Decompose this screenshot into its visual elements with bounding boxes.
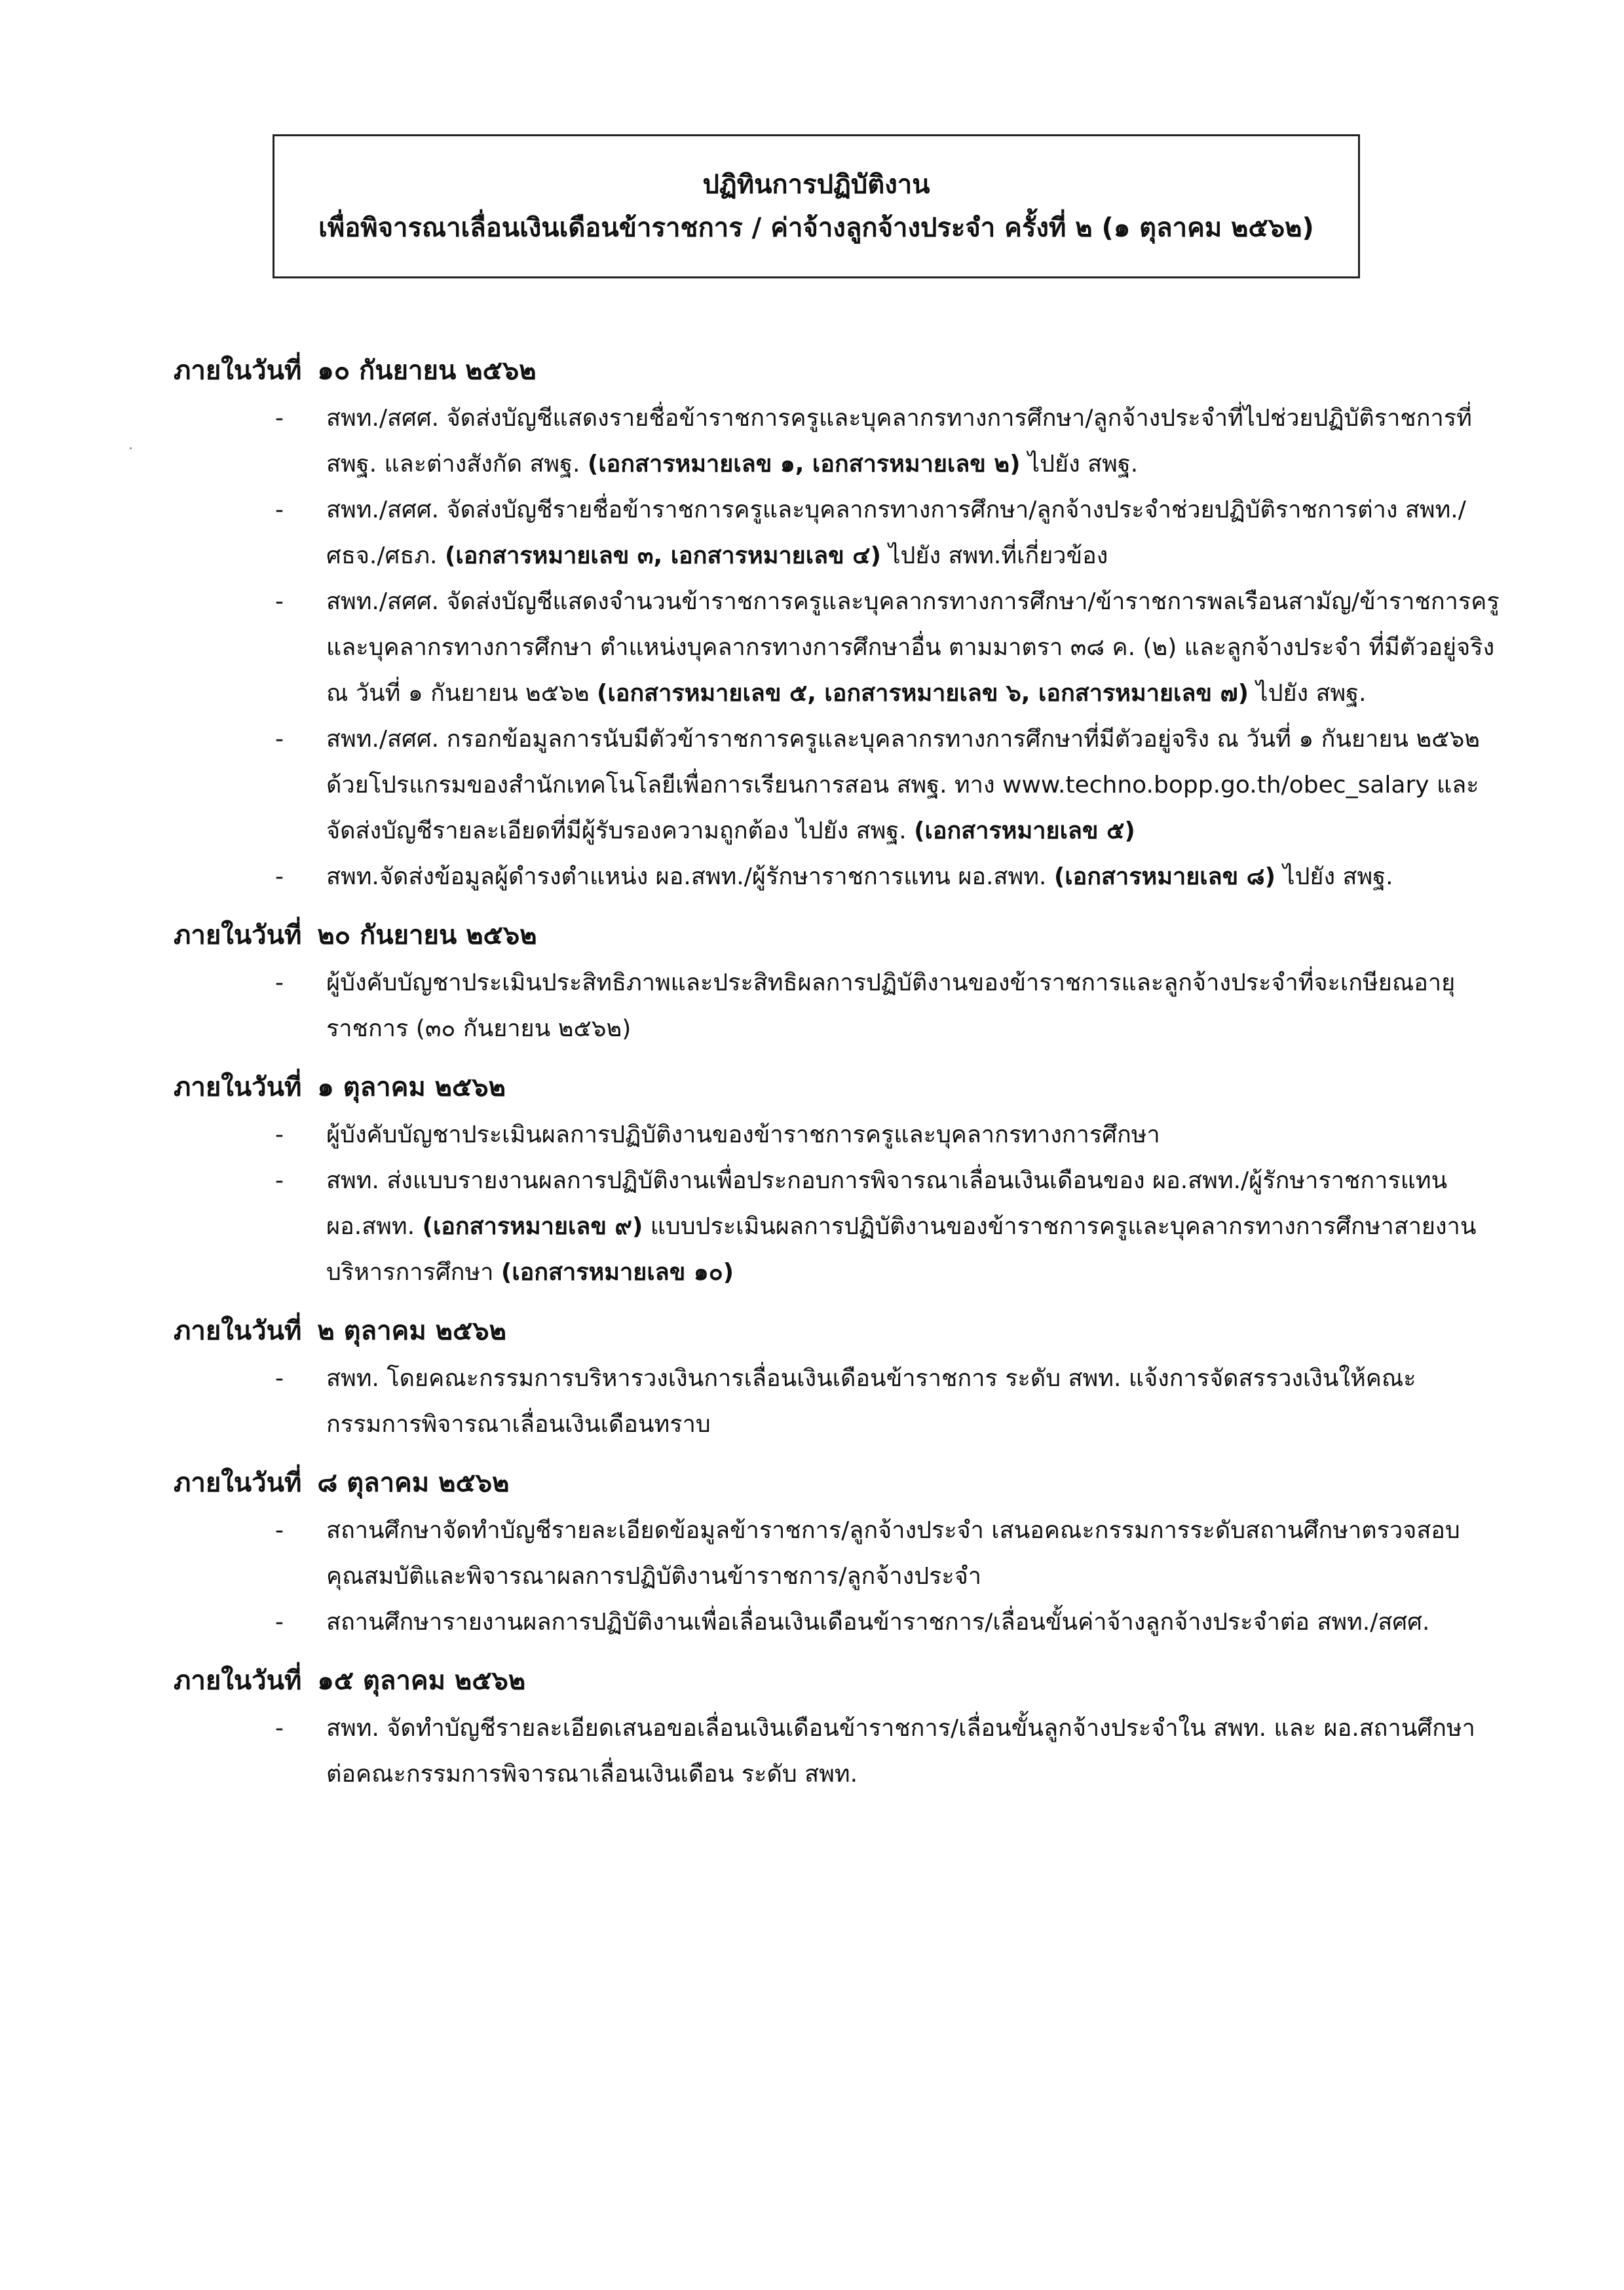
task-text: สพท. โดยคณะกรรมการบริหารวงเงินการเลื่อนเงินเดือนข้าราชการ ระดับ สพท. แจ้งการจัดสรรวงเงินให้คณะกรรมการพิจารณาเลื่อนเงินเดือนทราบ [326,1365,1416,1438]
document-reference: (เอกสารหมายเลข ๕) [914,817,1135,844]
task-text: สพท./สศศ. จัดส่งบัญชีแสดงรายชื่อข้าราชการครูและบุคลากรทางการศึกษา/ลูกจ้างประจำที่ไปช่วยปฏิบัติราชการที่ สพฐ. และต่างสังกัด สพฐ. [326,405,1472,478]
deadline-date: ๑ ตุลาคม ๒๕๖๒ [317,1072,506,1102]
task-list [174,1356,1503,1448]
task-list [174,1706,1503,1797]
section-heading [174,1656,1503,1706]
deadline-label: ภายในวันที่ [174,1316,302,1346]
bullet-dash: - [275,1609,284,1636]
document-reference: (เอกสารหมายเลข ๑๐) [500,1259,734,1286]
deadline-date: ๒๐ กันยายน ๒๕๖๒ [317,920,537,950]
bullet-dash: - [275,1121,284,1148]
task-text: ผู้บังคับบัญชาประเมินผลการปฏิบัติงานของข้าราชการครูและบุคลากรทางการศึกษา [326,1121,1160,1148]
document-reference: (เอกสารหมายเลข ๙) [422,1213,643,1240]
task-text: สพท./สศศ. จัดส่งบัญชีแสดงจำนวนข้าราชการครูและบุคลากรทางการศึกษา/ข้าราชการพลเรือนสามัญ/ข้าราชการครูและบุคลากรทางการศึกษา ตำแหน่งบุคลากรทางการศึกษาอื่น ตามมาตรา ๓๘ ค. (๒) และลูกจ้างประจำ ที่มีตัวอยู่จริง ณ วันที่ ๑ กันยายน ๒๕๖๒ [326,588,1500,707]
document-reference: (เอกสารหมายเลข ๕, เอกสารหมายเลข ๖, เอกสารหมายเลข ๗) [597,680,1249,707]
bullet-dash: - [275,1715,284,1742]
section-heading [174,910,1503,960]
task-item [174,396,1503,487]
bullet-dash: - [275,497,284,523]
section-heading [174,1062,1503,1112]
bullet-dash: - [275,405,284,432]
task-item [174,1600,1503,1645]
task-text: สพท. ส่งแบบรายงานผลการปฏิบัติงานเพื่อประกอบการพิจารณาเลื่อนเงินเดือนของ ผอ.สพท./ผู้รักษาราชการแทน ผอ.สพท. [326,1167,1448,1240]
task-item [174,1706,1503,1797]
bullet-dash: - [275,1167,284,1194]
bullet-dash: - [275,1517,284,1544]
bullet-dash: - [275,588,284,615]
schedule-section [174,1306,1503,1448]
task-item [174,1508,1503,1600]
section-heading [174,1458,1503,1508]
document-reference: (เอกสารหมายเลข ๓, เอกสารหมายเลข ๔) [444,542,881,569]
task-text: ผู้บังคับบัญชาประเมินประสิทธิภาพและประสิทธิผลการปฏิบัติงานของข้าราชการและลูกจ้างประจำที่จะเกษียณอายุราชการ (๓๐ กันยายน ๒๕๖๒) [326,969,1456,1042]
task-item [174,960,1503,1052]
deadline-date: ๘ ตุลาคม ๒๕๖๒ [317,1468,510,1498]
schedule-content [174,346,1503,1808]
schedule-section [174,1062,1503,1296]
deadline-label: ภายในวันที่ [174,356,302,386]
task-text: สพท./สศศ. จัดส่งบัญชีรายชื่อข้าราชการครูและบุคลากรทางการศึกษา/ลูกจ้างประจำช่วยปฏิบัติราชการต่าง สพท./ศธจ./ศธภ. [326,497,1466,569]
task-item [174,854,1503,900]
deadline-label: ภายในวันที่ [174,1468,302,1498]
task-text: สถานศึกษาจัดทำบัญชีรายละเอียดข้อมูลข้าราชการ/ลูกจ้างประจำ เสนอคณะกรรมการระดับสถานศึกษาตรวจสอบคุณสมบัติและพิจารณาผลการปฏิบัติงานข้าราชการ/ลูกจ้างประจำ [326,1517,1460,1590]
schedule-section [174,910,1503,1052]
task-item [174,717,1503,854]
bullet-dash: - [275,726,284,753]
task-list [174,960,1503,1052]
document-subtitle: เพื่อพิจารณาเลื่อนเงินเดือนข้าราชการ / ค่าจ้างลูกจ้างประจำ ครั้งที่ ๒ (๑ ตุลาคม ๒๕๖๒) [318,213,1314,243]
task-text: สถานศึกษารายงานผลการปฏิบัติงานเพื่อเลื่อนเงินเดือนข้าราชการ/เลื่อนขั้นค่าจ้างลูกจ้างประจำต่อ สพท./สศศ. [326,1609,1430,1636]
schedule-section [174,346,1503,900]
task-text: ไปยัง สพฐ. [1020,451,1139,478]
task-item [174,1356,1503,1448]
task-item [174,1158,1503,1296]
document-title: ปฏิทินการปฏิบัติงาน [702,170,930,200]
task-text: สพท./สศศ. กรอกข้อมูลการนับมีตัวข้าราชการครูและบุคลากรทางการศึกษาที่มีตัวอยู่จริง ณ วันที่ ๑ กันยายน ๒๕๖๒ ด้วยโปรแกรมของสำนักเทคโนโลยีเพื่อการเรียนการสอน สพฐ. ทาง www.techno.bopp.go.th/obec_salary และจัดส่งบัญชีรายละเอียดที่มีผู้รับรองความถูกต้อง ไปยัง สพฐ. [326,726,1481,844]
deadline-date: ๑๕ ตุลาคม ๒๕๖๒ [317,1666,526,1696]
deadline-label: ภายในวันที่ [174,1072,302,1102]
task-text: สพท. จัดทำบัญชีรายละเอียดเสนอขอเลื่อนเงินเดือนข้าราชการ/เลื่อนขั้นลูกจ้างประจำใน สพท. และ ผอ.สถานศึกษา ต่อคณะกรรมการพิจารณาเลื่อนเงินเดือน ระดับ สพท. [326,1715,1475,1788]
task-list [174,1508,1503,1645]
deadline-label: ภายในวันที่ [174,920,302,950]
bullet-dash: - [275,969,284,996]
task-text: ไปยัง สพท.ที่เกี่ยวข้อง [880,542,1108,569]
task-text: สพท.จัดส่งข้อมูลผู้ดำรงตำแหน่ง ผอ.สพท./ผู้รักษาราชการแทน ผอ.สพท. [326,863,1054,890]
title-box [273,134,1360,278]
deadline-date: ๒ ตุลาคม ๒๕๖๒ [317,1316,507,1346]
document-reference: (เอกสารหมายเลข ๘) [1053,863,1276,890]
bullet-dash: - [275,1365,284,1392]
section-heading [174,1306,1503,1356]
task-list [174,1112,1503,1296]
task-text: ไปยัง สพฐ. [1249,680,1367,707]
deadline-date: ๑๐ กันยายน ๒๕๖๒ [317,356,537,386]
task-item [174,579,1503,717]
schedule-section [174,1458,1503,1645]
task-item [174,1112,1503,1158]
deadline-label: ภายในวันที่ [174,1666,302,1696]
bullet-dash: - [275,863,284,890]
document-reference: (เอกสารหมายเลข ๑, เอกสารหมายเลข ๒) [587,451,1021,478]
section-heading [174,346,1503,396]
task-list [174,396,1503,900]
task-text: แบบประเมินผลการปฏิบัติงานของข้าราชการครูและบุคลากรทางการศึกษาสายงานบริหารการศึกษา [326,1213,1477,1286]
task-item [174,487,1503,579]
schedule-section [174,1656,1503,1797]
task-text: ไปยัง สพฐ. [1275,863,1393,890]
scan-speck [130,447,132,449]
